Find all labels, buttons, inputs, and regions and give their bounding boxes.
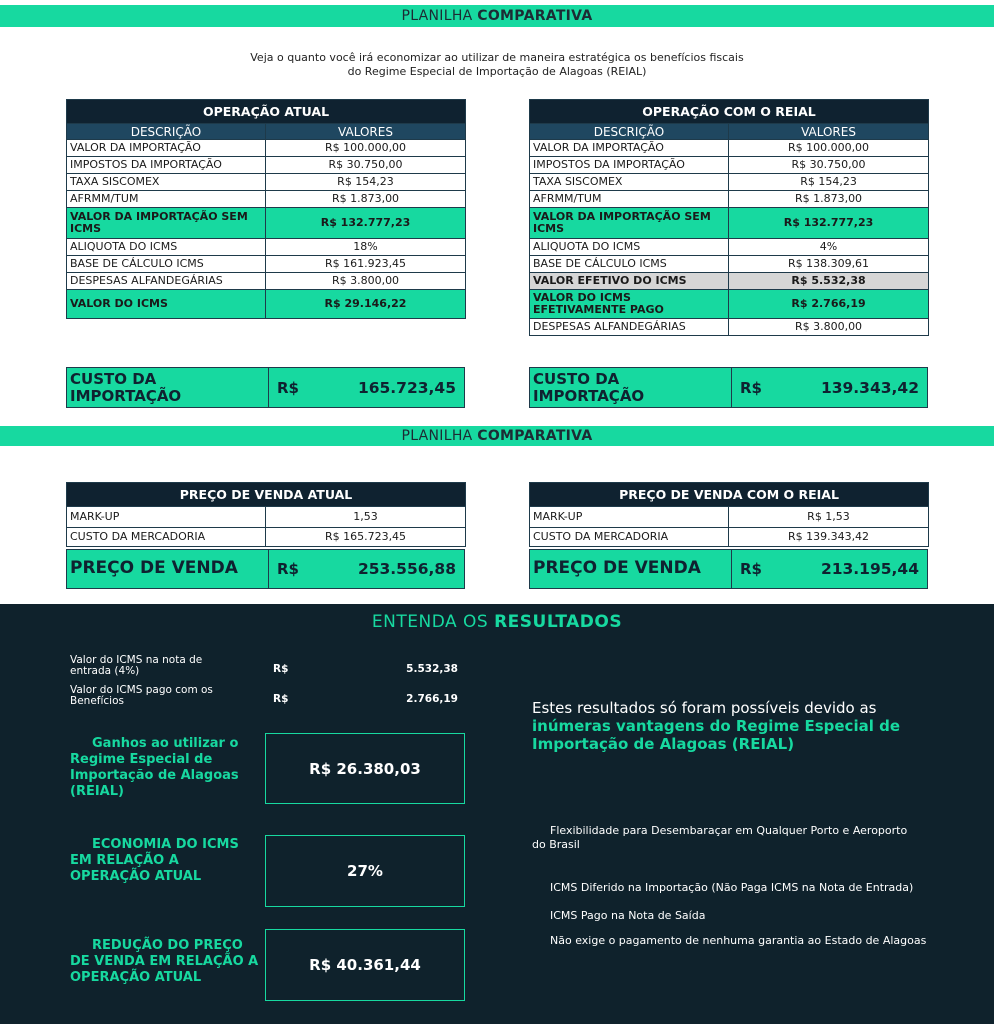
- banner-bold-text: COMPARATIVA: [477, 8, 593, 24]
- row-value: R$ 30.750,00: [266, 157, 466, 174]
- section-banner-comparativa-2: [0, 426, 994, 446]
- icms-nota-value: 5.532,38: [406, 663, 458, 675]
- table-row: [530, 174, 929, 191]
- table-row-highlight: [67, 208, 466, 239]
- banner-light-text: PLANILHA: [401, 8, 478, 24]
- intro-line-2: do Regime Especial de Importação de Alagoas (REIAL): [347, 65, 647, 78]
- table-row: [530, 256, 929, 273]
- row-value: R$ 154,23: [729, 174, 929, 191]
- table-row: [67, 191, 466, 208]
- preco-currency: R$: [740, 560, 762, 578]
- row-label: VALOR EFETIVO DO ICMS: [530, 273, 729, 290]
- row-value: R$ 3.800,00: [729, 319, 929, 336]
- table-title: OPERAÇÃO COM O REIAL: [530, 100, 929, 124]
- row-label: IMPOSTOS DA IMPORTAÇÃO: [530, 157, 729, 174]
- custo-amount: 165.723,45: [357, 378, 456, 397]
- table-row: [67, 239, 466, 256]
- table-row: [530, 157, 929, 174]
- row-label: MARK-UP: [67, 507, 266, 528]
- row-label: ALIQUOTA DO ICMS: [67, 239, 266, 256]
- table-operacao-atual: [66, 99, 466, 319]
- row-label: CUSTO DA MERCADORIA: [530, 528, 729, 547]
- preco-label: PREÇO DE VENDA: [67, 550, 269, 588]
- intro-line-1: Veja o quanto você irá economizar ao utilizar de maneira estratégica os benefícios fiscais: [250, 51, 744, 64]
- results-title: [0, 612, 994, 632]
- row-value: R$ 100.000,00: [729, 140, 929, 157]
- row-value: R$ 165.723,45: [266, 528, 466, 547]
- table-row: [530, 191, 929, 208]
- custo-currency: R$: [740, 378, 762, 397]
- table-row: [67, 157, 466, 174]
- results-title-bold: RESULTADOS: [494, 612, 623, 632]
- economia-label: ECONOMIA DO ICMS EM RELAÇÃO A OPERAÇÃO ATUAL: [70, 837, 239, 884]
- lead-plain: Estes resultados só foram possíveis devido as: [532, 699, 877, 717]
- row-value: R$ 5.532,38: [729, 273, 929, 290]
- row-value: 18%: [266, 239, 466, 256]
- advantage-item: Flexibilidade para Desembaraçar em Qualquer Porto e Aeroporto do Brasil: [532, 824, 908, 851]
- row-value: R$ 3.800,00: [266, 273, 466, 290]
- row-value: R$ 1.873,00: [729, 191, 929, 208]
- table-title: OPERAÇÃO ATUAL: [67, 100, 466, 124]
- economia-value: 27%: [347, 862, 383, 880]
- table-row-gray: [530, 273, 929, 290]
- advantage-item: ICMS Pago na Nota de Saída: [550, 909, 706, 922]
- ganhos-label: Ganhos ao utilizar o Regime Especial de Importação de Alagoas (REIAL): [70, 736, 239, 799]
- row-label: AFRMM/TUM: [530, 191, 729, 208]
- reducao-value: R$ 40.361,44: [309, 956, 421, 974]
- row-value: R$ 100.000,00: [266, 140, 466, 157]
- icms-pago-currency: R$: [273, 693, 289, 705]
- custo-amount: 139.343,42: [820, 378, 919, 397]
- row-label: MARK-UP: [530, 507, 729, 528]
- preco-amount: 253.556,88: [357, 560, 456, 578]
- row-label: DESPESAS ALFANDEGÁRIAS: [530, 319, 729, 336]
- table-row: [67, 140, 466, 157]
- table-row: [530, 319, 929, 336]
- table-preco-venda-atual: [66, 482, 466, 547]
- preco-label: PREÇO DE VENDA: [530, 550, 732, 588]
- table-row: [530, 140, 929, 157]
- row-label: ALIQUOTA DO ICMS: [530, 239, 729, 256]
- row-value: R$ 1.873,00: [266, 191, 466, 208]
- table-row-highlight: [530, 208, 929, 239]
- preco-venda-atual-total: [66, 549, 465, 589]
- row-value: R$ 154,23: [266, 174, 466, 191]
- row-label: CUSTO DA MERCADORIA: [67, 528, 266, 547]
- table-row: [530, 239, 929, 256]
- column-header-descricao: DESCRIÇÃO: [67, 124, 266, 140]
- column-header-valores: VALORES: [729, 124, 929, 140]
- row-label: TAXA SISCOMEX: [67, 174, 266, 191]
- table-row: [67, 507, 466, 528]
- column-header-valores: VALORES: [266, 124, 466, 140]
- lead-bold: inúmeras vantagens do Regime Especial de Importação de Alagoas (REIAL): [532, 717, 900, 753]
- table-row: [530, 507, 929, 528]
- table-row-highlight: [530, 290, 929, 319]
- table-operacao-reial: [529, 99, 929, 336]
- banner-bold-text: COMPARATIVA: [477, 428, 593, 444]
- icms-nota-currency: R$: [273, 663, 289, 675]
- table-preco-venda-reial: [529, 482, 929, 547]
- table-row-highlight: [67, 290, 466, 319]
- table-row: [67, 174, 466, 191]
- row-label: VALOR DA IMPORTAÇÃO SEM ICMS: [67, 208, 266, 239]
- row-value: R$ 2.766,19: [729, 290, 929, 319]
- banner-light-text: PLANILHA: [401, 428, 478, 444]
- table-row: [67, 256, 466, 273]
- row-label: VALOR DA IMPORTAÇÃO: [67, 140, 266, 157]
- row-value: R$ 139.343,42: [729, 528, 929, 547]
- table-title: PREÇO DE VENDA ATUAL: [67, 483, 466, 507]
- row-value: R$ 29.146,22: [266, 290, 466, 319]
- intro-text: [0, 51, 994, 79]
- reducao-value-box: [265, 929, 465, 1001]
- icms-pago-label: Valor do ICMS pago com os Benefícios: [70, 684, 213, 707]
- ganhos-value-box: [265, 733, 465, 804]
- row-value: 1,53: [266, 507, 466, 528]
- table-row: [530, 528, 929, 547]
- results-title-light: ENTENDA OS: [371, 612, 495, 632]
- row-value: R$ 30.750,00: [729, 157, 929, 174]
- row-value: R$ 132.777,23: [266, 208, 466, 239]
- icms-nota-label: Valor do ICMS na nota de entrada (4%): [70, 654, 203, 677]
- ganhos-value: R$ 26.380,03: [309, 759, 421, 778]
- results-section: [0, 604, 994, 1024]
- row-label: BASE DE CÁLCULO ICMS: [530, 256, 729, 273]
- row-label: AFRMM/TUM: [67, 191, 266, 208]
- row-label: TAXA SISCOMEX: [530, 174, 729, 191]
- results-lead-text: [532, 699, 932, 753]
- custo-importacao-atual: [66, 367, 465, 408]
- icms-pago-value: 2.766,19: [406, 693, 458, 705]
- custo-currency: R$: [277, 378, 299, 397]
- section-banner-comparativa: [0, 5, 994, 27]
- row-value: 4%: [729, 239, 929, 256]
- row-label: VALOR DO ICMS EFETIVAMENTE PAGO: [530, 290, 729, 319]
- row-label: VALOR DA IMPORTAÇÃO SEM ICMS: [530, 208, 729, 239]
- row-value: R$ 161.923,45: [266, 256, 466, 273]
- row-label: BASE DE CÁLCULO ICMS: [67, 256, 266, 273]
- row-value: R$ 1,53: [729, 507, 929, 528]
- row-label: VALOR DO ICMS: [67, 290, 266, 319]
- row-value: R$ 138.309,61: [729, 256, 929, 273]
- row-label: IMPOSTOS DA IMPORTAÇÃO: [67, 157, 266, 174]
- table-row: [67, 528, 466, 547]
- custo-importacao-reial: [529, 367, 928, 408]
- advantage-item: ICMS Diferido na Importação (Não Paga ICMS na Nota de Entrada): [550, 881, 914, 894]
- preco-amount: 213.195,44: [820, 560, 919, 578]
- row-value: R$ 132.777,23: [729, 208, 929, 239]
- economia-value-box: [265, 835, 465, 907]
- preco-currency: R$: [277, 560, 299, 578]
- custo-label: CUSTO DA IMPORTAÇÃO: [67, 368, 269, 407]
- row-label: DESPESAS ALFANDEGÁRIAS: [67, 273, 266, 290]
- column-header-descricao: DESCRIÇÃO: [530, 124, 729, 140]
- preco-venda-reial-total: [529, 549, 928, 589]
- table-row: [67, 273, 466, 290]
- custo-label: CUSTO DA IMPORTAÇÃO: [530, 368, 732, 407]
- row-label: VALOR DA IMPORTAÇÃO: [530, 140, 729, 157]
- table-title: PREÇO DE VENDA COM O REIAL: [530, 483, 929, 507]
- advantage-item: Não exige o pagamento de nenhuma garantia ao Estado de Alagoas: [550, 934, 927, 947]
- reducao-label: REDUÇÃO DO PREÇO DE VENDA EM RELAÇÃO A OPERAÇÃO ATUAL: [70, 938, 259, 985]
